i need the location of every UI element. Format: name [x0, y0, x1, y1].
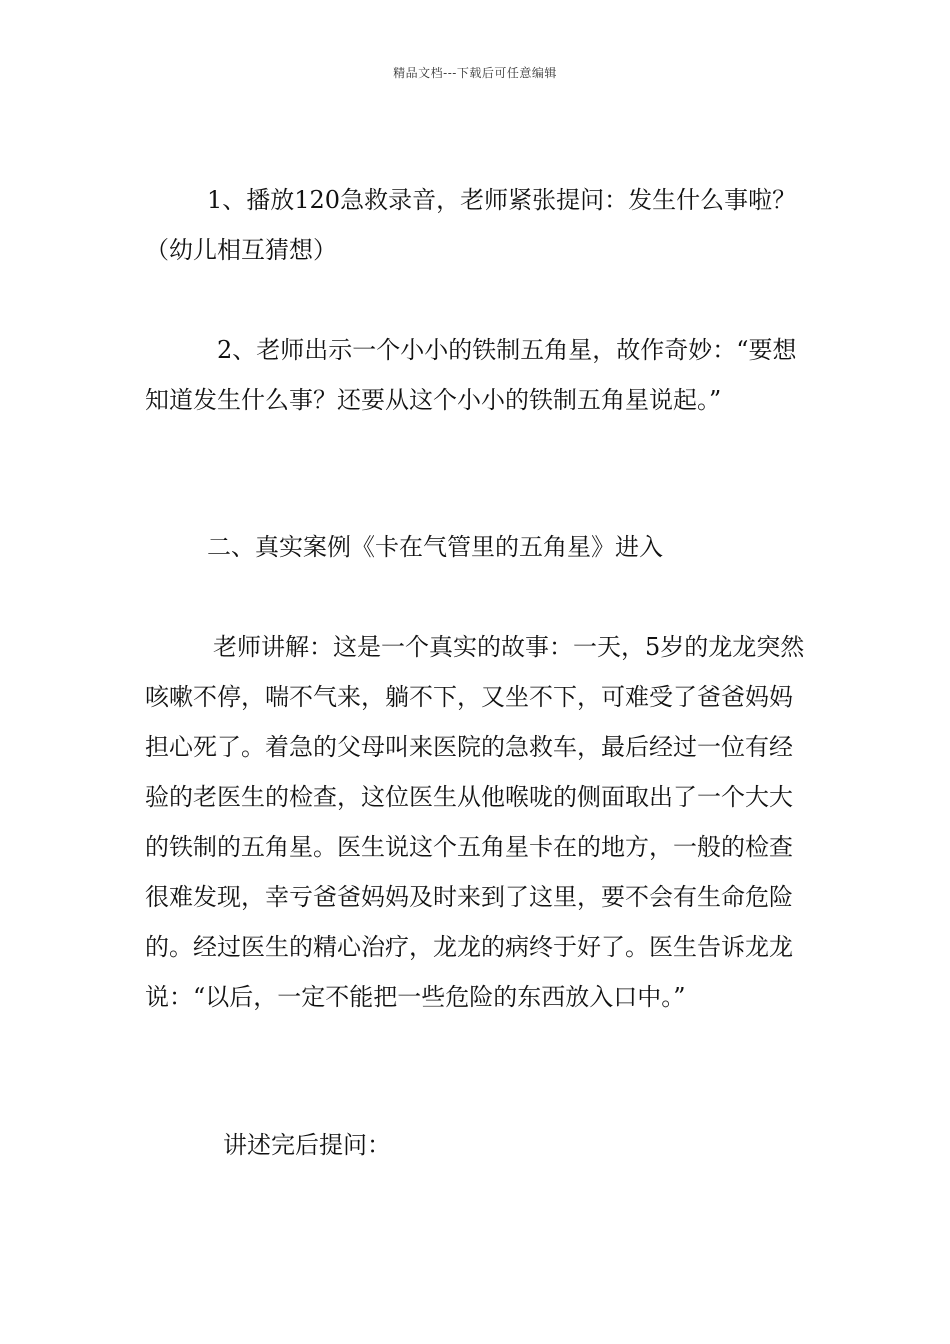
paragraph-emergency-recording: 1、播放120急救录音，老师紧张提问：发生什么事啦？（幼儿相互猜想）	[145, 186, 797, 264]
paragraph-story: 老师讲解：这是一个真实的故事：一天，5岁的龙龙突然咳嗽不停，喘不气来，躺不下，又坐不下，可难受了爸爸妈妈担心死了。着急的父母叫来医院的急救车，最后经过一位有经验的老医生的检查，这位医生从他喉咙的侧面取出了一个大大的铁制的五角星。医生说这个五角星卡在的地方，一般的检查很难发现，幸亏爸爸妈妈及时来到了这里，要不会有生命危险的。经过医生的精心治疗，龙龙的病终于好了。医生告诉龙龙说：“以后，一定不能把一些危险的东西放入口中。”	[145, 633, 805, 1011]
page-header: 精品文档---下载后可任意编辑	[393, 66, 557, 80]
paragraph-star-intro: 2、老师出示一个小小的铁制五角星，故作奇妙：“要想知道发生什么事？还要从这个小小的铁制五角星说起。”	[145, 336, 797, 414]
section-heading-case: 二、真实案例《卡在气管里的五角星》进入	[207, 533, 663, 561]
paragraph-question-prompt: 讲述完后提问：	[223, 1131, 391, 1159]
